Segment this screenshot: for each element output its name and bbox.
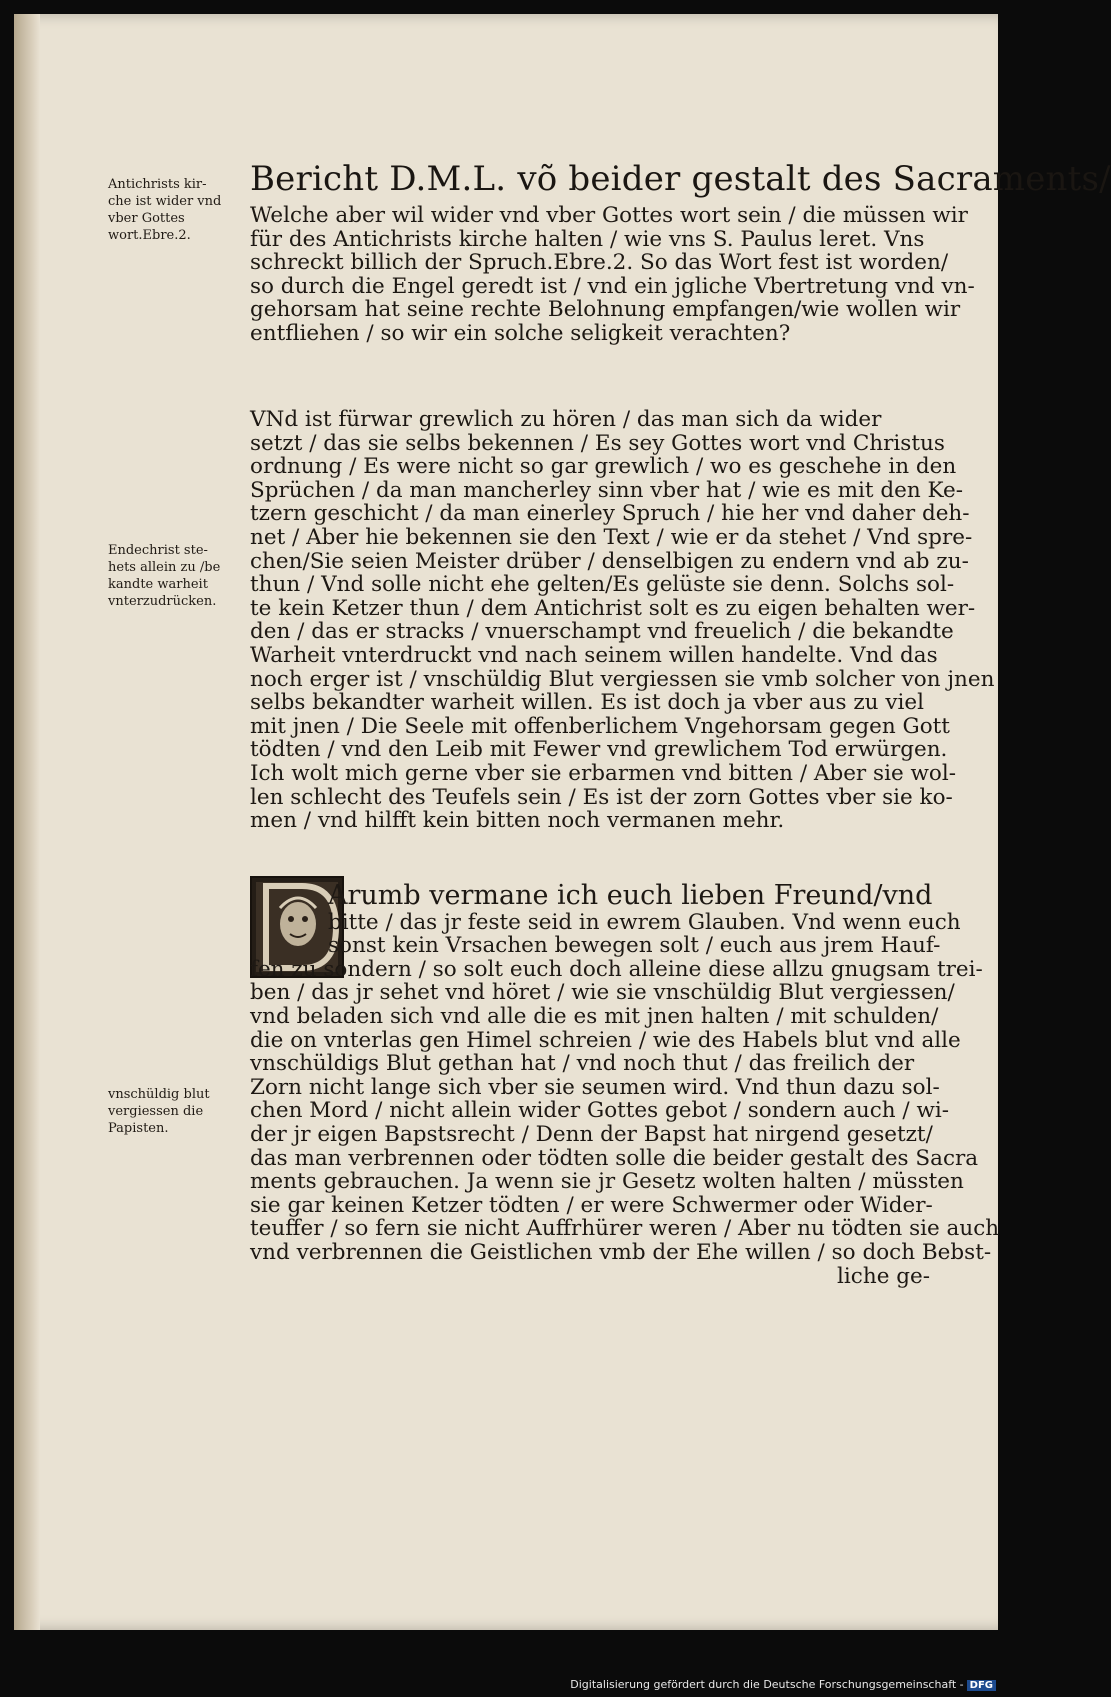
footer-credit: Digitalisierung gefördert durch die Deutsche Forschungsgemeinschaft - DFG — [570, 1678, 996, 1691]
dfg-logo: DFG — [967, 1680, 996, 1691]
margin-note-2: Endechrist ste- hets allein zu /be kandte warheit vnterzudrücken. — [108, 543, 221, 609]
paragraph-1: Welche aber wil wider vnd vber Gottes wort sein / die müssen wir für des Antichrists kirche halten / wie vns S. Paulus leret. Vns schreckt billich der Spruch.Ebre.2. So das Wort fest ist worden/ so durch die Engel geredt ist / vnd ein jgliche Vbertretung vnd vn- gehorsam hat seine rechte Belohnung empfangen/wie wollen wir entfliehen / so wir ein solche seligkeit verachten? — [250, 203, 975, 346]
book-page — [14, 14, 1111, 1630]
catchword: liche ge- — [837, 1263, 930, 1289]
paragraph-2: VNd ist fürwar grewlich zu hören / das man sich da wider setzt / das sie selbs bekennen / Es sey Gottes wort vnd Christus ordnung / Es were nicht so gar grewlich / wo es geschehe in den Sprüchen / da man mancherley sinn vber hat / wie es mit den Ke- tzern geschicht / da man einerley Spruch / hie her vnd daher deh- net / Aber hie bekennen sie den Text / wie er da stehet / Vnd spre- chen/Sie seien Meister drüber / denselbigen zu endern vnd ab zu- thun / Vnd solle nicht ehe gelten/Es gelüste sie denn. Solchs sol- te kein Ketzer thun / dem Antichrist solt es zu eigen behalten wer- den / das er stracks / vnuerschampt vnd freuelich / die bekandte Warheit vnterdruckt vnd nach seinem willen handelte. Vnd das noch erger ist / vnschüldig Blut vergiessen sie vmb solcher von jnen selbs bekandter warheit willen. Es ist doch ja vber aus zu viel mit jnen / Die Seele mit offenberlichem Vngehorsam gegen Gott tödten / vnd den Leib mit Fewer vnd grewlichem Tod erwürgen. Ich wolt mich gerne vber sie erbarmen vnd bitten / Aber sie wol- len schlecht des Teufels sein / Es ist der zorn Gottes vber sie ko- men / vnd hilfft kein bitten noch vermanen mehr. — [250, 407, 995, 834]
running-header: Bericht D.M.L. võ beider gestalt des Sacraments/ — [250, 159, 1111, 199]
margin-note-3: vnschüldig blut vergiessen die Papisten. — [108, 1087, 210, 1136]
book-spine — [14, 14, 40, 1630]
margin-note-1: Antichrists kir- che ist wider vnd vber Gottes wort.Ebre.2. — [108, 177, 222, 243]
paragraph-3: Arumb vermane ich euch lieben Freund/vnd bitte / das jr feste seid in ewrem Glauben. Vnd wenn euch sonst kein Vrsachen bewegen solt / euch aus jrem Hauf- fen zu sondern / so solt euch doch alleine diese allzu gnugsam trei- ben / das jr sehet vnd höret / wie sie vnschüldig Blut vergiessen/ vnd beladen sich vnd alle die es mit jnen halten / mit schulden/ die on vnterlas gen Himel schreien / wie des Habels blut vnd alle vnschüldigs Blut gethan hat / vnd noch thut / das freilich der Zorn nicht lange sich vber sie seumen wird. Vnd thun dazu sol- chen Mord / nicht allein wider Gottes gebot / sondern auch / wi- der jr eigen Bapstsrecht / Denn der Bapst hat nirgend gesetzt/ das man verbrennen oder tödten solle die beider gestalt des Sacra ments gebrauchen. Ja wenn sie jr Gesetz wolten halten / müssten sie gar keinen Ketzer tödten / er were Schwermer oder Wider- teuffer / so fern sie nicht Auffrhürer weren / Aber nu tödten sie auch vnd verbrennen die Geistlichen vmb der Ehe willen / so doch Bebst- liche ge- — [250, 880, 1000, 1289]
